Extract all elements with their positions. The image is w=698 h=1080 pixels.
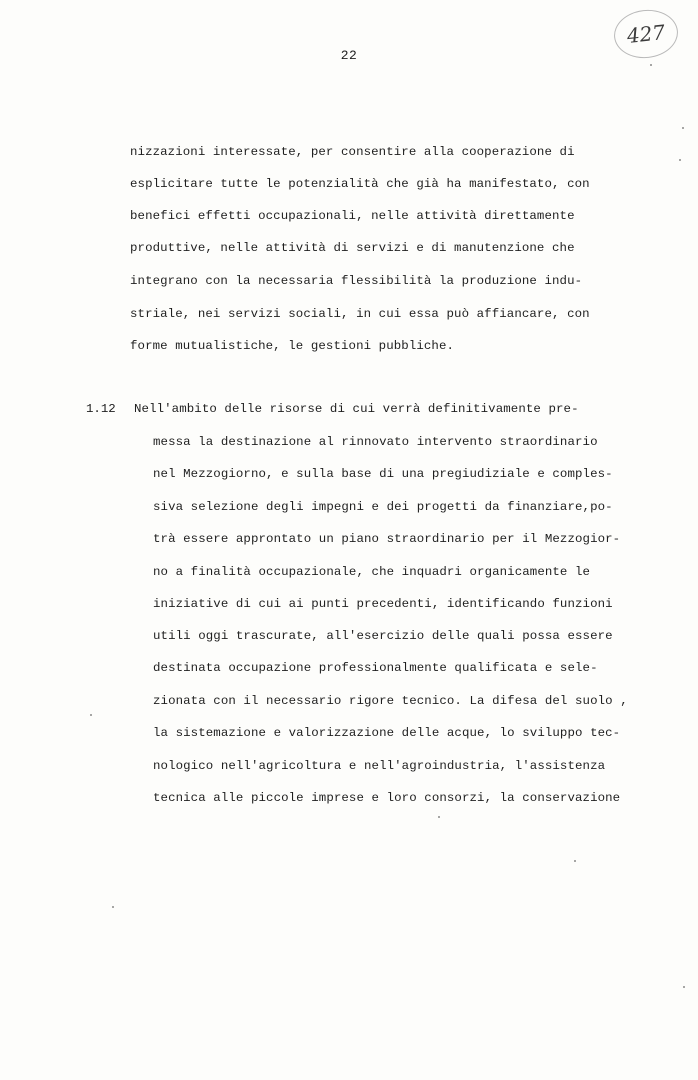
archive-number-stamp: 427	[612, 7, 681, 61]
scan-speck	[682, 127, 684, 129]
page-number: 22	[340, 48, 358, 63]
scan-speck	[438, 816, 440, 818]
text-line: no a finalità occupazionale, che inquadri organicamente le	[153, 565, 591, 579]
text-line: striale, nei servizi sociali, in cui essa può affiancare, con	[130, 307, 590, 321]
scan-speck	[574, 860, 576, 862]
scan-speck	[683, 986, 685, 988]
paragraph-number: 1.12	[86, 402, 116, 416]
text-line: zionata con il necessario rigore tecnico. La difesa del suolo ,	[153, 694, 628, 708]
scan-speck	[112, 906, 114, 908]
text-line: messa la destinazione al rinnovato intervento straordinario	[153, 435, 598, 449]
text-line: nizzazioni interessate, per consentire alla cooperazione di	[130, 145, 575, 159]
scan-speck	[679, 159, 681, 161]
text-line: destinata occupazione professionalmente qualificata e sele-	[153, 661, 598, 675]
text-line: siva selezione degli impegni e dei progetti da finanziare,po-	[153, 500, 613, 514]
text-line: Nell'ambito delle risorse di cui verrà definitivamente pre-	[134, 402, 579, 416]
scan-speck	[90, 714, 92, 716]
text-line: benefici effetti occupazionali, nelle attività direttamente	[130, 209, 575, 223]
scan-speck	[650, 64, 652, 66]
text-line: esplicitare tutte le potenzialità che già ha manifestato, con	[130, 177, 590, 191]
text-line: iniziative di cui ai punti precedenti, identificando funzioni	[153, 597, 613, 611]
text-line: trà essere approntato un piano straordinario per il Mezzogior-	[153, 532, 621, 546]
text-line: nel Mezzogiorno, e sulla base di una pregiudiziale e comples-	[153, 467, 613, 481]
text-line: forme mutualistiche, le gestioni pubbliche.	[130, 339, 455, 353]
text-line: produttive, nelle attività di servizi e di manutenzione che	[130, 241, 575, 255]
text-line: nologico nell'agricoltura e nell'agroindustria, l'assistenza	[153, 759, 606, 773]
text-line: utili oggi trascurate, all'esercizio delle quali possa essere	[153, 629, 613, 643]
text-line: integrano con la necessaria flessibilità la produzione indu-	[130, 274, 583, 288]
text-line: la sistemazione e valorizzazione delle acque, lo sviluppo tec-	[153, 726, 621, 740]
text-line: tecnica alle piccole imprese e loro consorzi, la conservazione	[153, 791, 621, 805]
